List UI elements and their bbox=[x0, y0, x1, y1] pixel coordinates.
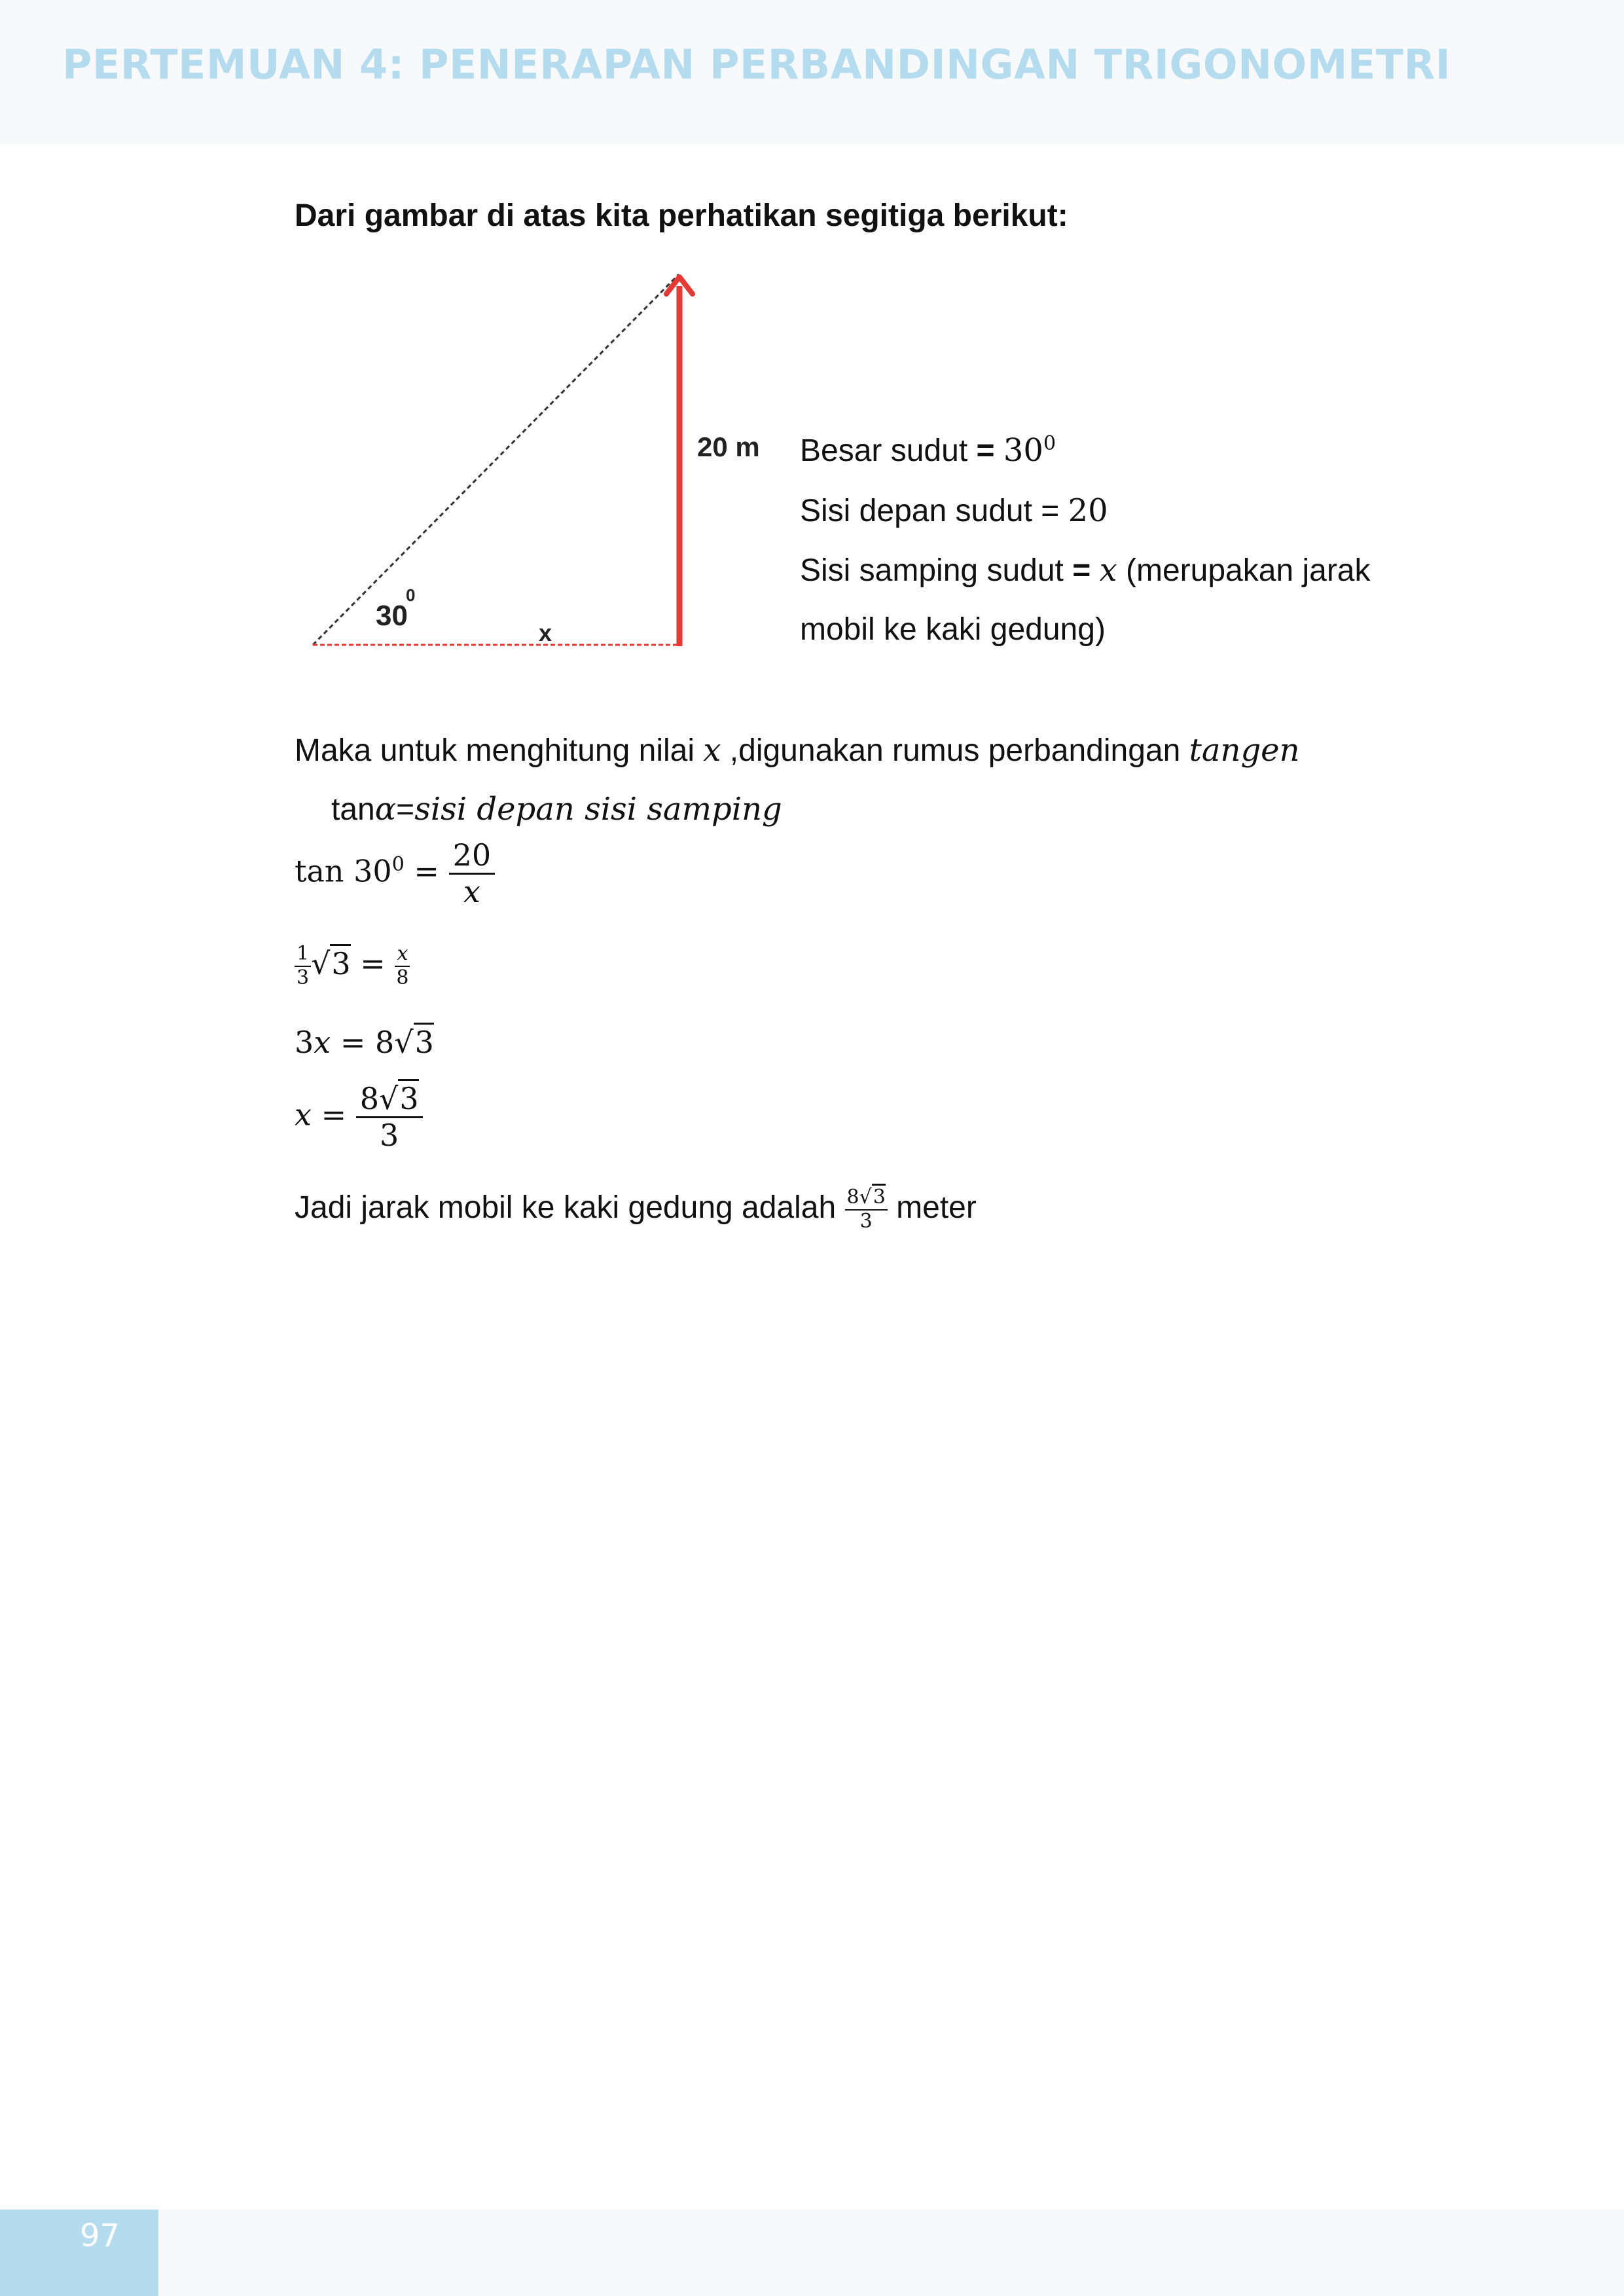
formula-rhs: sisi depan sisi samping bbox=[414, 791, 782, 828]
hypotenuse-line bbox=[313, 274, 679, 645]
explanation-word: tangen bbox=[1189, 732, 1300, 769]
step3-root: 3 bbox=[414, 1023, 434, 1060]
step-2: $\frac{1}{3}$ √3 = $\frac{x}{8}$ bbox=[295, 943, 410, 989]
step3-var: x bbox=[314, 1025, 331, 1060]
step4-eq: = bbox=[311, 1097, 356, 1133]
explanation-text-b: ,digunakan rumus perbandingan bbox=[721, 733, 1189, 768]
info-opposite-label: Sisi depan sudut bbox=[800, 494, 1032, 528]
info-adjacent-eq: = bbox=[1063, 553, 1100, 588]
info-angle-sup: 0 bbox=[1043, 432, 1056, 455]
conclusion-den: 3 bbox=[859, 1209, 873, 1233]
step2-eq: = bbox=[350, 945, 395, 981]
step3-coef: 3 bbox=[295, 1025, 314, 1060]
info-adjacent bbox=[800, 552, 1371, 589]
base-label: x bbox=[539, 619, 552, 646]
info-adjacent-var: x bbox=[1099, 552, 1117, 589]
step2-den1: 3 bbox=[297, 966, 310, 989]
conclusion-text-b: meter bbox=[887, 1190, 977, 1226]
step-4 bbox=[295, 1082, 423, 1153]
step1-den: x bbox=[463, 873, 480, 909]
explanation-line bbox=[295, 732, 1300, 769]
conclusion bbox=[295, 1186, 977, 1233]
info-opposite-value: 20 bbox=[1068, 492, 1108, 529]
formula-eq: = bbox=[396, 792, 415, 827]
step1-sup: 0 bbox=[391, 853, 405, 877]
conclusion-num: 8√3 bbox=[845, 1186, 888, 1211]
conclusion-text-a: Jadi jarak mobil ke kaki gedung adalah bbox=[295, 1190, 845, 1226]
triangle-diagram bbox=[301, 265, 785, 658]
formula-alpha: α bbox=[374, 791, 397, 828]
conclusion-num-root: 3 bbox=[872, 1184, 886, 1209]
step-3: 3x = 8√3 bbox=[295, 1025, 434, 1060]
explanation-text-a: Maka untuk menghitung nilai bbox=[295, 733, 704, 768]
intro-text: Dari gambar di atas kita perhatikan segitiga berikut: bbox=[295, 198, 1068, 233]
step1-lhs: tan 30 bbox=[295, 853, 392, 889]
info-angle-label: Besar sudut bbox=[800, 433, 968, 468]
info-angle-value: 30 bbox=[1003, 432, 1043, 469]
step2-root: 3 bbox=[330, 944, 350, 981]
info-adjacent-note2: mobil ke kaki gedung) bbox=[800, 612, 1106, 647]
step4-num: 8√3 bbox=[356, 1082, 423, 1118]
step4-den: 3 bbox=[380, 1117, 399, 1153]
step-1 bbox=[295, 838, 495, 909]
info-adjacent-label: Sisi samping sudut bbox=[800, 553, 1064, 588]
step2-fraction-a bbox=[295, 943, 311, 989]
step1-eq: = bbox=[404, 853, 449, 889]
step2-num2: x bbox=[395, 943, 410, 967]
conclusion-fraction bbox=[845, 1186, 888, 1233]
tangent-formula bbox=[331, 791, 782, 828]
explanation-var: x bbox=[703, 732, 721, 769]
height-label: 20 m bbox=[697, 431, 760, 462]
chapter-title: PERTEMUAN 4: PENERAPAN PERBANDINGAN TRIGONOMETRI bbox=[62, 41, 1451, 88]
formula-tan: tan bbox=[331, 792, 375, 827]
step2-fraction-b bbox=[395, 943, 410, 989]
info-adjacent-note: (merupakan jarak bbox=[1117, 553, 1371, 588]
step4-var: x bbox=[295, 1097, 312, 1133]
info-angle bbox=[800, 432, 1056, 469]
info-angle-eq: = bbox=[967, 433, 1003, 468]
step4-num-root: 3 bbox=[398, 1079, 418, 1116]
step2-num1: 1 bbox=[295, 943, 311, 967]
step2-den2: 8 bbox=[396, 966, 409, 989]
conclusion-num-coef: 8 bbox=[846, 1186, 859, 1209]
page-number: 97 bbox=[80, 2217, 120, 2254]
step1-fraction bbox=[449, 838, 496, 909]
step3-eq: = 8 bbox=[331, 1025, 395, 1060]
step1-num: 20 bbox=[449, 838, 496, 875]
footer-band bbox=[0, 2210, 1624, 2296]
info-opposite-eq: = bbox=[1032, 494, 1068, 528]
step4-num-coef: 8 bbox=[359, 1081, 380, 1116]
info-opposite bbox=[800, 492, 1108, 529]
angle-label-sup: 0 bbox=[406, 585, 416, 605]
step4-fraction bbox=[356, 1082, 423, 1153]
angle-label: 30 bbox=[376, 600, 408, 632]
